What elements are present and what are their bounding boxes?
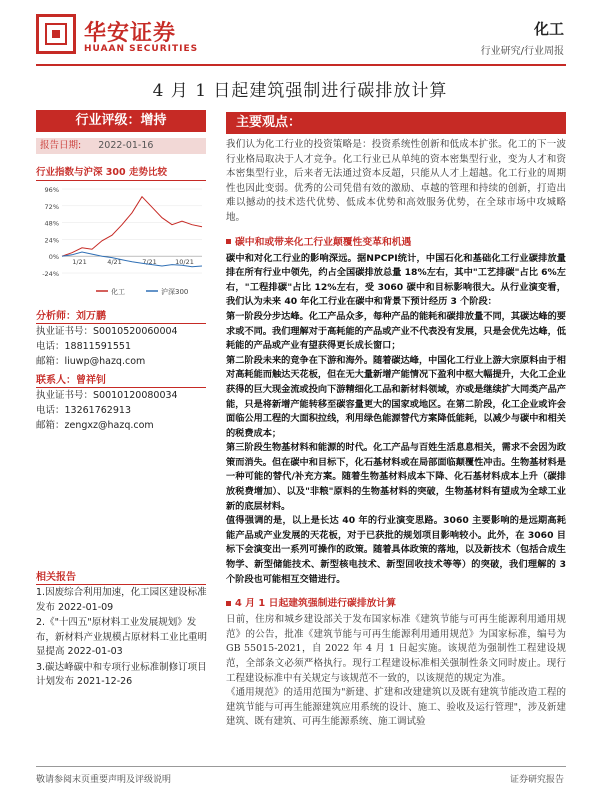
y-tick-label: 96%: [44, 186, 59, 194]
related-reports-title: 相关报告: [36, 568, 206, 585]
main-content: [226, 112, 566, 730]
analyst-email[interactable]: 邮箱：liuwp@hazq.com: [36, 356, 146, 367]
contact-cert: 执业证书号：S0010120080034: [36, 390, 178, 401]
related-report-item[interactable]: 1.因废综合利用加速，化工园区建设标准发布 2022-01-09: [36, 587, 207, 613]
report-date-label: 报告日期:: [40, 140, 82, 151]
bullet-icon: [226, 239, 231, 244]
report-type-label: 行业研究/行业周报: [480, 46, 564, 57]
y-tick-label: 48%: [44, 219, 59, 228]
section-heading: [226, 595, 566, 609]
y-tick-label: -24%: [42, 270, 59, 278]
x-tick-label: 4/21: [107, 258, 122, 267]
paragraph: 第三阶段生物基材料和能源的时代。化工产品与百姓生活息息相关，需求不会因为政策而消失。但在碳中和目标下，化石基材料或在局部面临颠覆性冲击。生物基材料是一种可能的替代/补充方案。随着生物基材料成本下降、化石基材料成本上升（碳排放税费增加）、以及"非粮"原料的生物基材料的突破，生物基材料有望成为全球工业新的底层材料。: [226, 442, 566, 512]
chart-title: 行业指数与沪深 300 走势比较: [36, 164, 206, 181]
legend-label: 沪深300: [161, 288, 189, 296]
logo-center-mark: [52, 30, 60, 38]
analyst-name: 分析师：刘万鹏: [36, 307, 206, 324]
paragraph: 值得强调的是，以上是长达 40 年的行业演变思路。3060 主要影响的是远期高耗能产品或产业发展的天花板，对于已获批的规划项目影响较小。此外，在 3060 目标下会演变出一系列可操作的政策。随着具体政策的落地，以及新技术（包括合成生物学、新型储能技术、新型核电技术、新型回收技术等等）的突破，我们理解的 3 个阶段也可能相互交错进行。: [226, 515, 566, 585]
footer-report-label: 证券研究报告: [509, 775, 564, 785]
left-sidebar: [36, 110, 206, 433]
analyst-cert: 执业证书号：S0010520060004: [36, 326, 178, 337]
legend-label: 化工: [111, 288, 125, 296]
contact-phone: 电话：13261762913: [36, 405, 131, 416]
analyst-phone: 电话：18811591551: [36, 341, 131, 352]
section-heading: [226, 234, 566, 248]
logo-name-en: HUAAN SECURITIES: [84, 44, 199, 54]
y-tick-label: 72%: [44, 202, 59, 211]
header-divider: [36, 64, 566, 66]
logo-name-cn: 华安证券: [84, 20, 177, 46]
x-tick-label: 10/21: [175, 258, 194, 267]
page-title: 4 月 1 日起建筑强制进行碳排放计算: [152, 81, 448, 101]
report-date-row: [36, 138, 206, 154]
index-comparison-chart: [36, 185, 206, 301]
paragraph: 我们认为化工行业的投资策略是：投资系统性创新和低成本扩张。化工的下一波行业格局取决于人才竞争。化工行业已从单纯的资本密集型行业，变为人才和资本密集型行业，后来者无法通过资本反超，只能从人才上超越。化工行业的周期性也因此变弱。优秀的公司凭借有效的激励、卓越的管理和持续的创新，打造出难以撼动的技术迭代优势、低成本优势和高效服务优势，在全球市场中攻城略地。: [226, 139, 566, 223]
paragraph: 日前，住房和城乡建设部关于发布国家标准《建筑节能与可再生能源利用通用规范》的公告，批准《建筑节能与可再生能源利用通用规范》为国家标准，编号为 GB 55015-2021，自 2022 年 4 月 1 日起实施。该规范为强制性工程建设规范，全部条文必须严格执行。现行工程建设标准相关强制性条文同时废止。现行工程建设标准中有关规定与该规范不一致的，以该规范的规定为准。: [226, 614, 566, 684]
x-tick-label: 7/21: [142, 258, 157, 267]
section-heading-text: 碳中和或带来化工行业颠覆性变革和机遇: [235, 236, 412, 248]
report-header: [0, 0, 600, 68]
contact-name: 联系人：曾祥钊: [36, 371, 206, 388]
y-tick-label: 0%: [48, 253, 59, 262]
logo-icon: [36, 14, 76, 54]
paragraph: 第一阶段分步达峰。化工产品众多，每种产品的能耗和碳排放量不同，其碳达峰的要求或不同。我们理解对于高耗能的产品或产业不代表没有发展，只是会优先达峰，低耗能的产品或产业有望获得更长成长窗口；: [226, 310, 566, 352]
paragraph: 《通用规范》的适用范围为"新建、扩建和改建建筑以及既有建筑节能改造工程的建筑节能与可再生能源建筑应用系统的设计、施工、验收及运行管理"，涉及新建建筑、既有建筑、可再生能源系统、施工调试验: [226, 687, 566, 728]
bullet-icon: [226, 601, 231, 606]
related-report-item[interactable]: 2.《"十四五"原材料工业发展规划》发布，新材料产业规模占原材料工业比重明显提高 2022-01-03: [36, 617, 208, 657]
x-tick-label: 1/21: [72, 258, 87, 267]
footer-divider: [36, 766, 566, 767]
key-points-title: 主要观点：: [226, 112, 566, 134]
industry-label: 化工: [533, 20, 564, 38]
contact-email[interactable]: 邮箱：zengxz@hazq.com: [36, 420, 154, 431]
paragraph: 碳中和对化工行业的影响深远。据NPCPI统计，中国石化和基础化工行业碳排放量排在所有行业中领先，约占全国碳排放总量 18%左右，其中"工艺排碳"占比 6%左右，"工程排碳"占比 12%左右，受 3060 碳中和目标影响很大。从行业演变看，我们认为未来 40 年化工行业在碳中和背景下预计经历 3 个阶段：: [226, 252, 566, 308]
footer-disclaimer: 敬请参阅末页重要声明及评级说明: [36, 775, 172, 785]
chart-svg: [36, 185, 206, 301]
section-heading-text: 4 月 1 日起建筑强制进行碳排放计算: [235, 598, 397, 610]
report-date-value: 2022-01-16: [98, 140, 154, 151]
related-report-item[interactable]: 3.碳达峰碳中和专项行业标准制修订项目计划发布 2021-12-26: [36, 661, 207, 687]
related-reports-list: [36, 586, 208, 691]
industry-rating: 行业评级：增持: [36, 110, 206, 132]
paragraph: 第二阶段未来的竞争在下游和海外。随着碳达峰，中国化工行业上游大宗原料由于相对高耗能而触达天花板，但在无大量新增产能情况下盈利中枢大幅提升，大化工企业获得的巨大现金流或投向下游精细化工品和新材料领域，亦或是继续扩大同类产品产能，只是将新增产能转移至碳容量更大的国家或地区。在第二阶段，化工企业或许会面临公用工程的大面积拉线，利用绿色能源替代方案降低能耗，以减少与碳中和相关的税费成本；: [226, 354, 566, 439]
y-tick-label: 24%: [44, 236, 59, 245]
